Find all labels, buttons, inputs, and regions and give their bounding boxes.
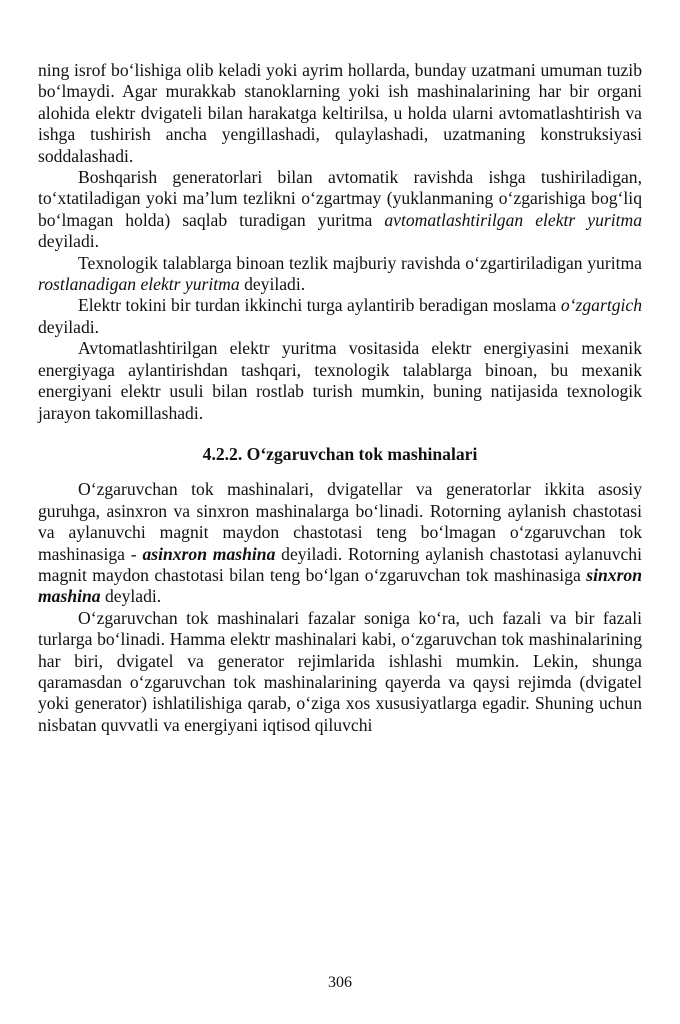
paragraph-4: [38, 295, 642, 338]
paragraph-2-text-a: Boshqarish generatorlari bilan avtomatik ravishda ishga tushiriladigan, to‘xtatiladigan yoki ma’lum tezlikni o‘zgartmay (yuklanmaning o‘zgarishiga bog‘liq bo‘lmagan holda) saqlab turadigan yuritma: [38, 167, 642, 230]
paragraph-4-text-b: deyiladi.: [38, 316, 100, 337]
page-body: [38, 60, 642, 736]
term-automated-drive: avtomatlashtirilgan elektr yuritma: [384, 209, 642, 230]
section-paragraph-1-text-b: deyiladi. Rotorning aylanish chastotasi aylanuvchi magnit maydon chastotasi bilan teng bo‘lgan o‘zgaruvchan tok mashinasiga: [38, 543, 642, 585]
term-synchronous-machine: sinxron mashina: [38, 564, 642, 607]
term-asynchronous-machine: asinxron mashina: [142, 543, 276, 564]
paragraph-2-text-b: deyiladi.: [38, 231, 100, 252]
paragraph-4-text-a: Elektr tokini bir turdan ikkinchi turga aylantirib beradigan moslama: [78, 295, 561, 316]
section-paragraph-2: O‘zgaruvchan tok mashinalari fazalar soniga ko‘ra, uch fazali va bir fazali turlarga bo‘linadi. Hamma elektr mashinalari kabi, o‘zgaruvchan tok mashinalarining har biri, dvigatel va generator rejimlarida ishlashi mumkin. Lekin, shunga qaramasdan o‘zgaruvchan tok mashinalarining qayerda va qaysi rejimda (dvigatel yoki generator) ishlatilishiga qarab, o‘ziga xos xususiyatlarga egadir. Shuning uchun nisbatan quvvatli va energiyani iqtisod qiluvchi: [38, 607, 642, 735]
paragraph-1: ning isrof bo‘lishiga olib keladi yoki ayrim hollarda, bunday uzatmani umuman tuzib bo‘lmaydi. Agar murakkab stanoklarning yoki ish mashinalarining har bir organi alohida elektr dvigateli bilan harakatga keltirilsa, u holda ularni avtomatlashtirish va ishga tushirish ancha yengillashadi, qulaylashadi, uzatmaning konstruksiyasi soddalashadi.: [38, 60, 642, 166]
paragraph-5: Avtomatlashtirilgan elektr yuritma vositasida elektr energiyasini mexanik energiyaga aylantirishdan tashqari, texnologik talablarga binoan, bu mexanik energiyani elektr usuli bilan rostlab turish mumkin, buning natijasida texnologik jarayon takomillashadi.: [38, 338, 642, 423]
term-adjustable-drive: rostlanadigan elektr yuritma: [38, 274, 240, 295]
paragraph-3-text-a: Texnologik talablarga binoan tezlik majburiy ravishda o‘zgartiriladigan yuritma: [78, 252, 642, 273]
page-number: 306: [328, 974, 352, 991]
paragraph-3: [38, 253, 642, 296]
section-paragraph-1-text-c: deyladi.: [100, 586, 162, 607]
section-paragraph-1: [38, 479, 642, 607]
paragraph-3-text-b: deyiladi.: [239, 274, 306, 295]
section-heading: 4.2.2. O‘zgaruvchan tok mashinalari: [202, 443, 478, 464]
paragraph-2: [38, 167, 642, 253]
section-paragraph-1-text-a: O‘zgaruvchan tok mashinalari, dvigatellar va generatorlar ikkita asosiy guruhga, asinxron va sinxron mashinalarga bo‘linadi. Rotorning aylanish chastotasi va aylanuvchi magnit maydon chastotasi teng bo‘lmagan o‘zgaruvchan tok mashinasiga -: [38, 479, 642, 564]
term-converter: o‘zgartgich: [560, 295, 642, 316]
